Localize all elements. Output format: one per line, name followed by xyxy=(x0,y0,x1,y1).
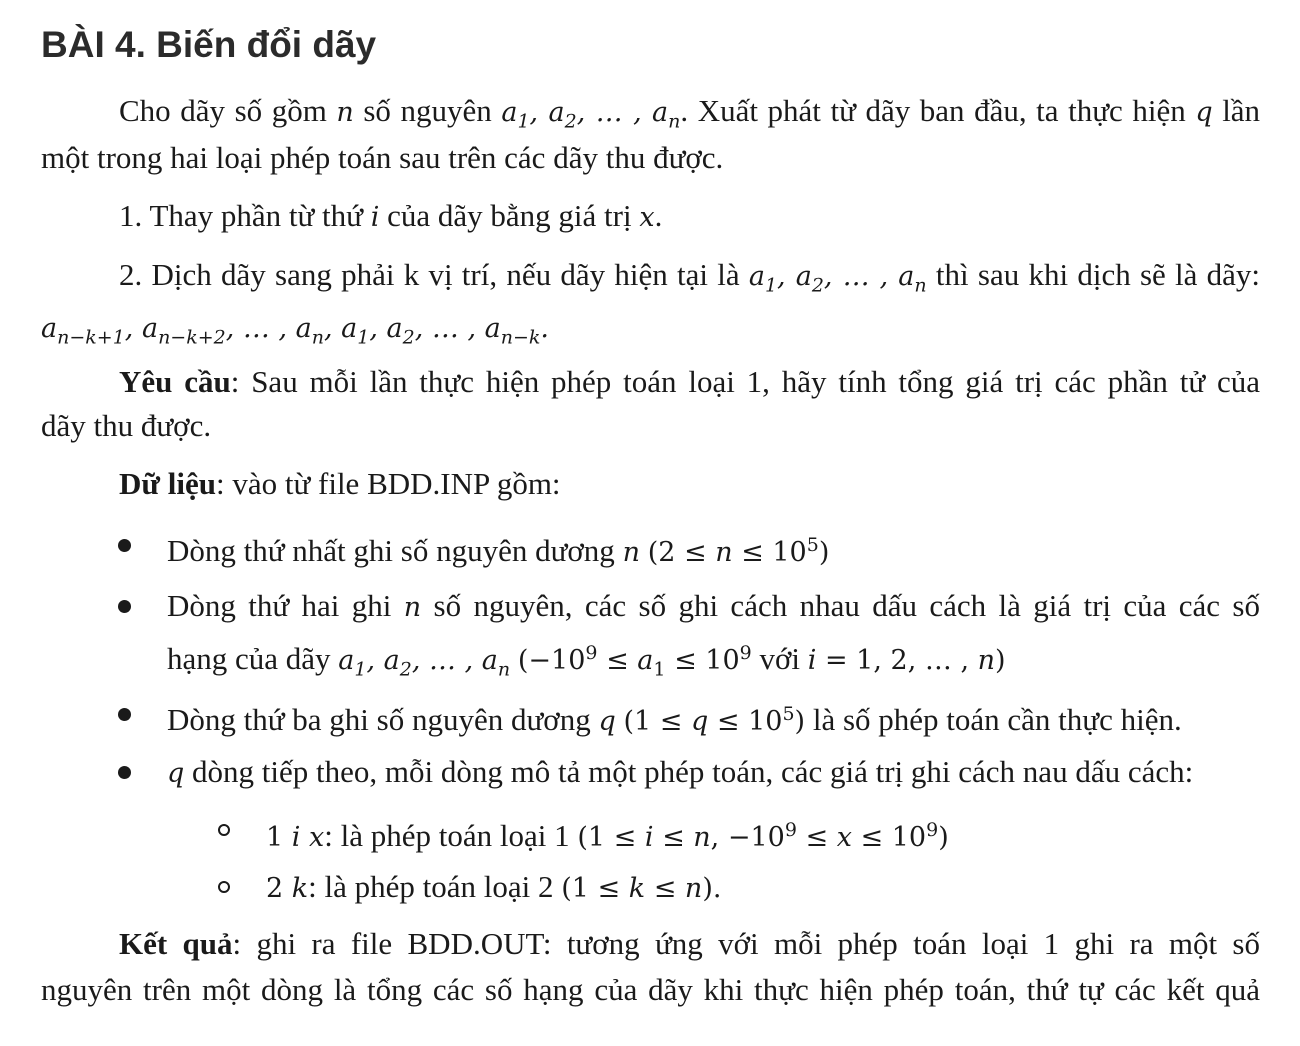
requirement-line-1: Yêu cầu: Sau mỗi lần thực hiện phép toán loại 1, hãy tính tổng giá trị các phần tử của xyxy=(119,364,1260,399)
bullet-4: q dòng tiếp theo, mỗi dòng mô tả một phép toán, các giá trị ghi cách nau dấu cách: xyxy=(167,754,1194,789)
math-sequence: $a_1$, $a_2$, … , $a_n$ xyxy=(748,261,927,297)
sub-bullet-circle xyxy=(218,881,230,893)
bullet-2-line-1: Dòng thứ hai ghi n số nguyên, các số ghi cách nhau dấu cách là giá trị của các số xyxy=(167,588,1260,623)
intro-line-2: một trong hai loại phép toán sau trên các dãy thu được. xyxy=(41,140,724,175)
sub-bullet-1: 1 i x: là phép toán loại 1 (1 ≤ i ≤ n, $-10^9 \le x \le 10^9$) xyxy=(266,818,949,853)
math-sequence: $a_1$, $a_2$, … , $a_n$ xyxy=(501,97,681,133)
requirement-line-2: dãy thu được. xyxy=(41,408,212,443)
output-line-1: Kết quả: ghi ra file BDD.OUT: tương ứng với mỗi phép toán loại 1 ghi ra một số xyxy=(119,926,1260,961)
bullet-1: Dòng thứ nhất ghi số nguyên dương n $(2 \le n \le 10^5)$ xyxy=(167,533,830,568)
output-line-2: nguyên trên một dòng là tổng các số hạng của dãy khi thực hiện phép toán, thứ tự các kết quả xyxy=(41,972,1260,1007)
math-i: i xyxy=(370,202,380,233)
math-x: x xyxy=(639,202,655,233)
bullet-dot xyxy=(118,766,131,779)
bullet-3: Dòng thứ ba ghi số nguyên dương q $(1 \le q \le 10^5)$ là số phép toán cần thực hiện. xyxy=(167,702,1182,737)
bullet-2-line-2: hạng của dãy $a_1$, $a_2$, … , $a_n$ ($-10^9 \le a_1 \le 10^9$ với i = 1, 2, … , n) xyxy=(167,641,1006,681)
intro-line-1: Cho dãy số gồm n số nguyên $a_1$, $a_2$, … , $a_n$. Xuất phát từ dãy ban đầu, ta thực hiện q lần xyxy=(119,93,1261,133)
math-q: q xyxy=(1195,97,1213,128)
sub-bullet-circle xyxy=(218,824,230,836)
math-n: n xyxy=(336,97,354,128)
bullet-dot xyxy=(118,708,131,721)
operation-1: 1. Thay phần từ thứ i của dãy bằng giá trị x. xyxy=(119,198,663,233)
bullet-dot xyxy=(118,539,131,552)
bullet-dot xyxy=(118,600,131,613)
sub-bullet-2: 2 k: là phép toán loại 2 (1 ≤ k ≤ n). xyxy=(266,869,722,904)
math-shifted-sequence: $a_{n-k+1}$, $a_{n-k+2}$, … , $a_n$, $a_1$, $a_2$, … , $a_{n-k}$. xyxy=(41,313,550,349)
input-heading: Dữ liệu: vào từ file BDD.INP gồm: xyxy=(119,466,561,501)
operation-2-line-1: 2. Dịch dãy sang phải k vị trí, nếu dãy hiện tại là $a_1$, $a_2$, … , $a_n$ thì sau khi dịch sẽ là dãy: xyxy=(119,257,1261,297)
operation-2-line-2 xyxy=(41,307,1260,357)
problem-title: BÀI 4. Biến đổi dãy xyxy=(41,24,377,65)
